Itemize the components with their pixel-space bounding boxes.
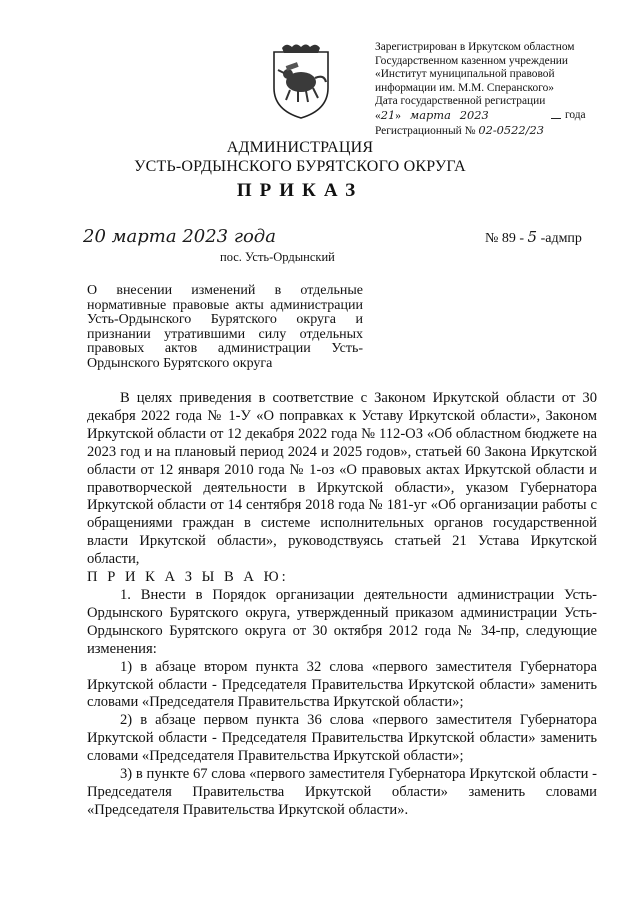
registration-number-label: Регистрационный № — [375, 124, 476, 137]
registration-line-3: «Институт муниципальной правовой — [375, 68, 555, 81]
prikazyvayu-heading: П Р И К А З Ы В А Ю: — [87, 569, 289, 586]
organization-heading — [100, 138, 500, 176]
document-subject: О внесении изменений в отдельные нормативные правовые акты администрации Усть-Ордынского Бурятского округа и признании утратившими силу отдельных правовых актов администрации Усть-Ордынского Бурятского округа — [87, 283, 363, 371]
registration-line-4: информации им. М.М. Сперанского» — [375, 81, 554, 94]
document-body — [87, 390, 597, 820]
preamble-paragraph: В целях приведения в соответствие с Законом Иркутской области от 30 декабря 2022 года № 1-У «О поправках к Уставу Иркутской области», Законом Иркутской области от 12 декабря 2022 года № 112-ОЗ «Об областном бюджете на 2023 год и на плановый период 2024 и 2025 годов», статьей 60 Закона Иркутской области от 12 января 2010 года № 1-оз «О правовых актах Иркутской области и правотворческой деятельности в Иркутской области», указом Губернатора Иркутской области от 14 сентября 2018 года № 181-уг «Об организации работы с обращениями граждан в системе исполнительных органов государственной власти Иркутской области», руководствуясь статьей 21 Устава Иркутской области, — [87, 390, 597, 568]
organization-line-2: УСТЬ-ОРДЫНСКОГО БУРЯТСКОГО ОКРУГА — [134, 158, 466, 175]
place-of-issue: пос. Усть-Ордынский — [220, 250, 335, 264]
registration-line-1: Зарегистрирован в Иркутском областном — [375, 41, 575, 53]
registration-date-underline — [551, 118, 561, 119]
registration-date-month: марта — [409, 107, 451, 122]
handwritten-date: 20 марта 2023 года — [83, 226, 276, 247]
registration-number-value: 02-0522/23 — [478, 122, 545, 137]
document-number-prefix: № 89 - — [485, 231, 525, 246]
registration-date-open-quote: « — [375, 109, 381, 122]
subitem-3-paragraph: 3) в пункте 67 слова «первого заместителя Губернатора Иркутской области - Председателя Правительства Иркутской области» заменить словами «Председателя Правительства Иркутской области». — [87, 766, 597, 818]
document-number-handwritten: 5 — [527, 228, 538, 246]
registration-line-2: Государственном казенном учреждении — [375, 54, 568, 67]
registration-date-day: 21 — [380, 107, 396, 122]
coat-of-arms-emblem — [268, 40, 334, 120]
organization-line-1: АДМИНИСТРАЦИЯ — [226, 139, 374, 156]
registration-line-5: Дата государственной регистрации — [375, 95, 546, 108]
prikazyvayu-paragraph — [87, 569, 597, 587]
item-1-paragraph: 1. Внести в Порядок организации деятельности администрации Усть-Ордынского Бурятского округа, утвержденный приказом администрации Усть-Ордынского Бурятского округа от 30 октября 2012 года № 34-пр, следующие изменения: — [87, 586, 597, 657]
registration-number-line — [375, 124, 620, 139]
subitem-2-paragraph: 2) в абзаце первом пункта 36 слова «первого заместителя Губернатора Иркутской области - Председателя Правительства Иркутской области» заменить словами «Председателя Правительства Иркутской области»; — [87, 712, 597, 765]
document-type-title: ПРИКАЗ — [236, 180, 364, 201]
subitem-1-paragraph: 1) в абзаце втором пункта 32 слова «первого заместителя Губернатора Иркутской области - Председателя Правительства Иркутской области» заменить словами «Председателя Правительства Иркутской области»; — [87, 658, 597, 711]
registration-date-close-quote: » — [395, 109, 401, 122]
registration-date-year: 2023 — [459, 107, 489, 122]
registration-date-line — [375, 109, 620, 124]
document-number-suffix: -адмпр — [540, 231, 582, 246]
document-number — [485, 228, 582, 247]
registration-stamp — [375, 41, 620, 138]
registration-date-suffix: года — [565, 108, 586, 121]
